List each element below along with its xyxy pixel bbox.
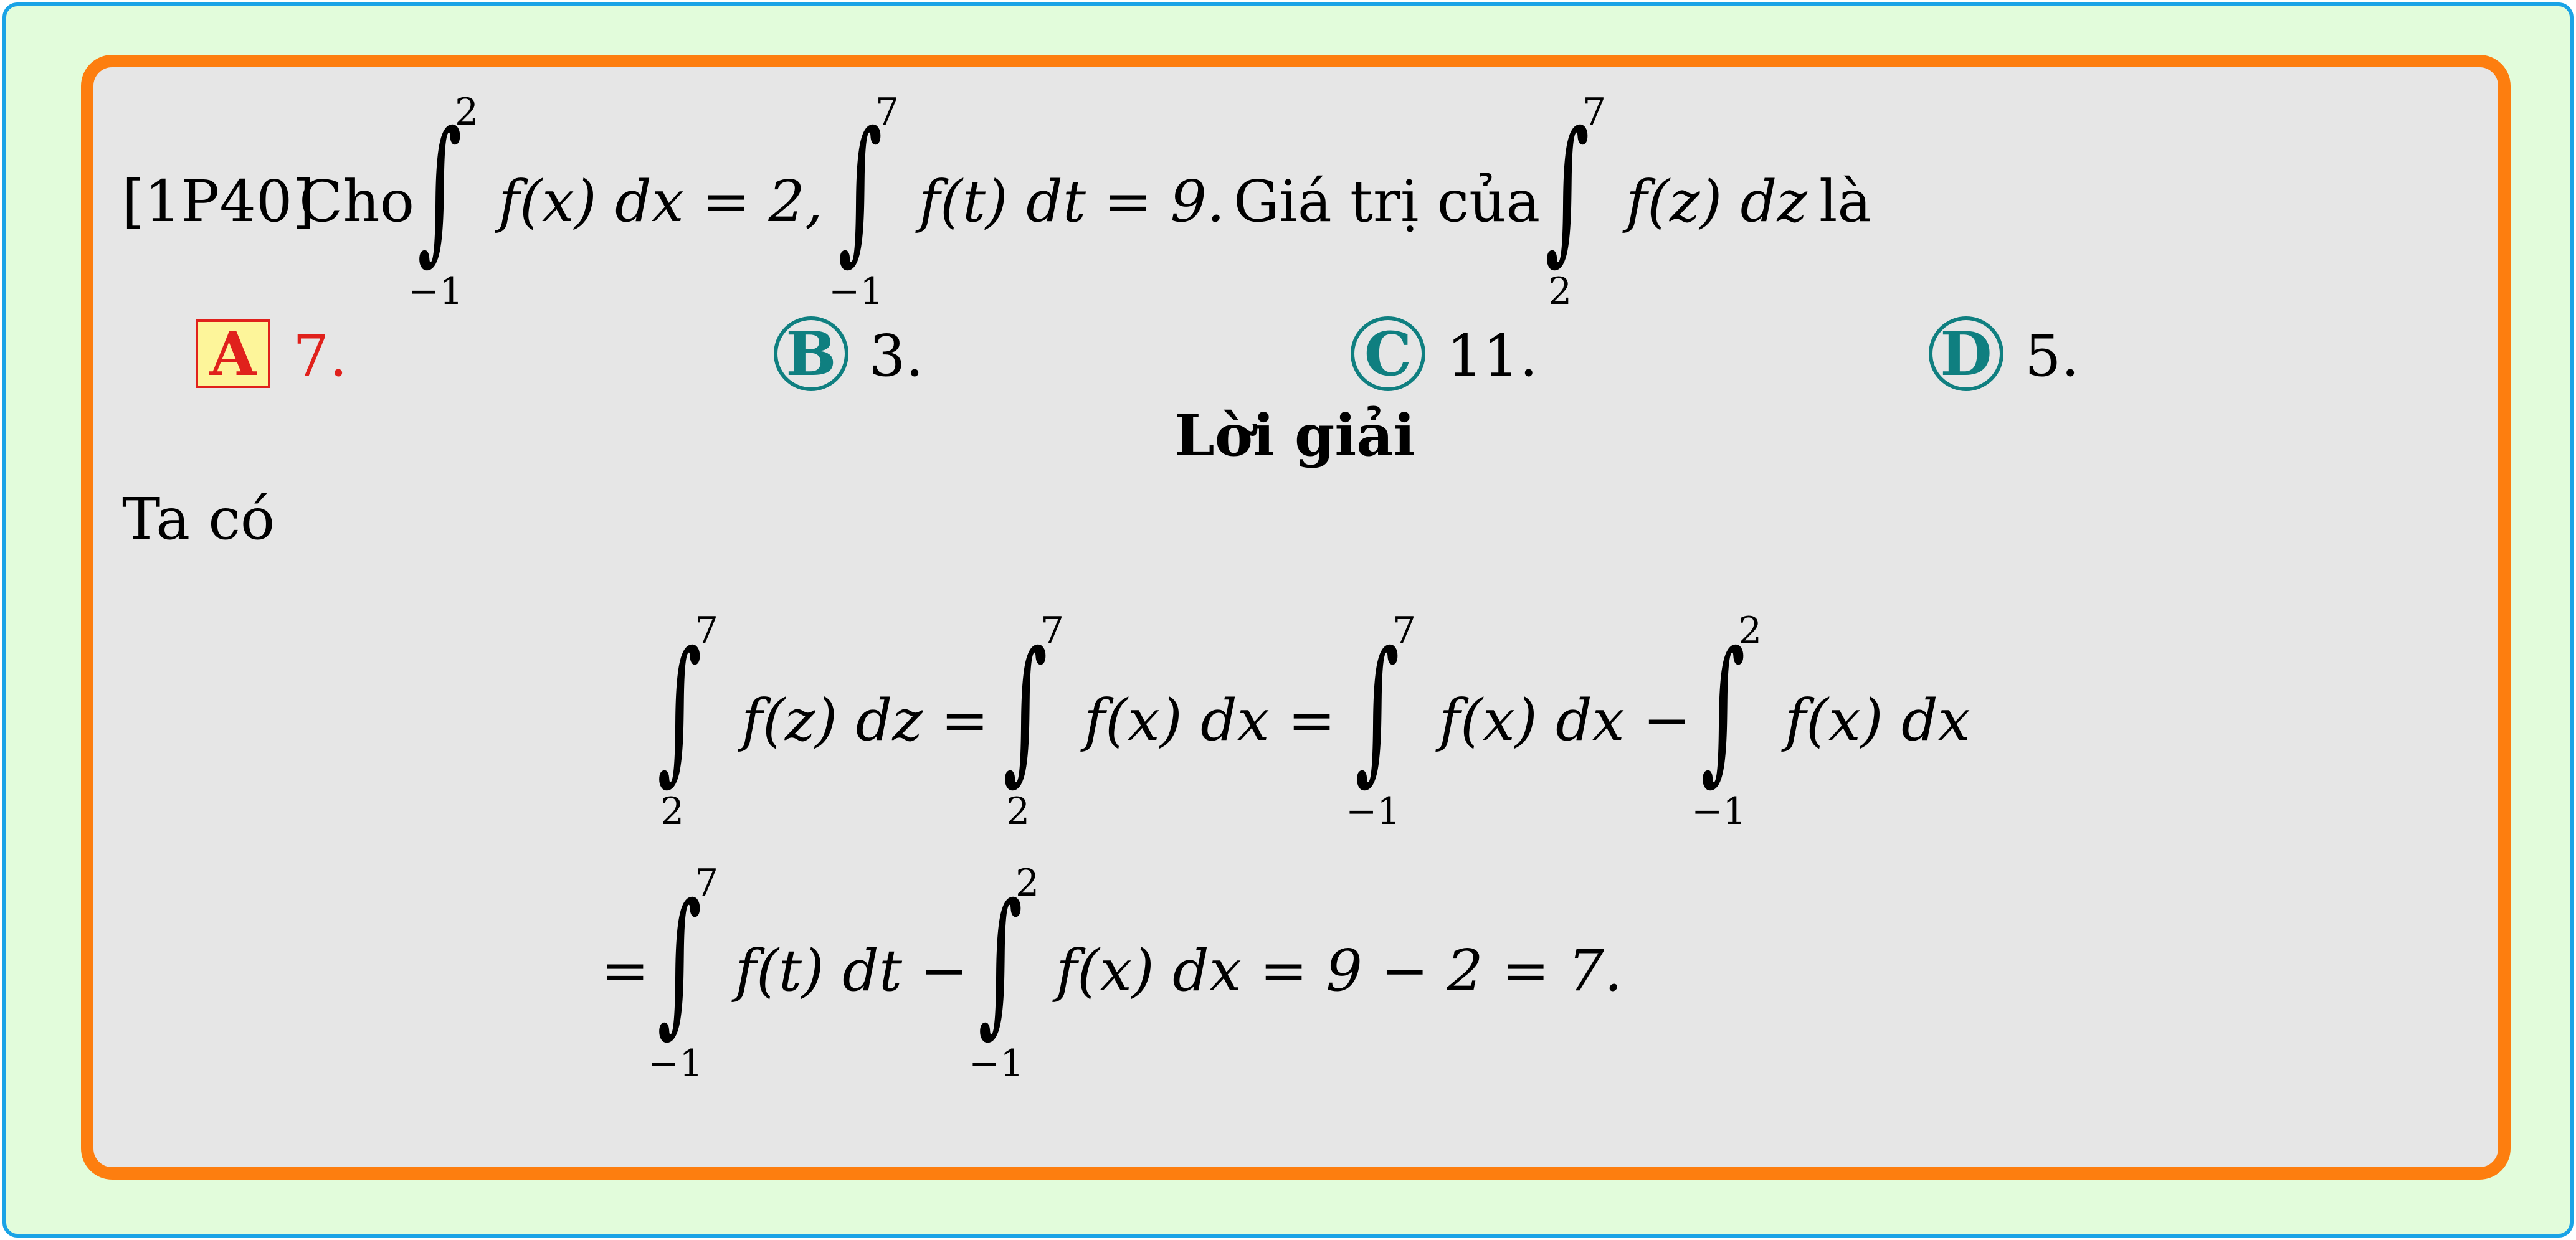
int1-lower: −1 xyxy=(408,270,463,313)
l2-lead: = xyxy=(601,937,650,1004)
int3-expr: f(z) dz xyxy=(1626,168,1807,235)
problem-card xyxy=(81,55,2511,1180)
int2-lower: −1 xyxy=(829,270,884,313)
integral-sign: ∫ xyxy=(657,618,702,799)
l1-t1-lower: 2 xyxy=(660,790,685,833)
int3-upper: 7 xyxy=(1582,90,1607,134)
solution-heading: Lời giải xyxy=(1174,402,1415,469)
l1-t2-upper: 7 xyxy=(1040,609,1065,653)
choice-a-value: 7. xyxy=(293,323,348,389)
integral-sign: ∫ xyxy=(1545,98,1590,279)
l1-t1-upper: 7 xyxy=(695,609,719,653)
l2-t2-upper: 2 xyxy=(1015,861,1040,905)
choice-d-badge[interactable]: D xyxy=(1929,316,2003,391)
l2-t1-lower: −1 xyxy=(648,1042,703,1086)
l1-t3-expr: f(x) dx − xyxy=(1439,687,1691,754)
l2-t2-lower: −1 xyxy=(969,1042,1024,1086)
choice-c-value: 11. xyxy=(1447,323,1538,389)
integral-sign: ∫ xyxy=(1701,618,1746,799)
integral-sign: ∫ xyxy=(978,870,1023,1051)
solution-intro: Ta có xyxy=(122,486,275,552)
int1-expr: f(x) dx = 2, xyxy=(498,168,824,235)
question-lead: Cho xyxy=(299,168,415,235)
l1-t4-upper: 2 xyxy=(1738,609,1762,653)
choice-b-value: 3. xyxy=(869,323,924,389)
int2-expr: f(t) dt = 9. xyxy=(919,168,1225,235)
question-tag: [1P40] xyxy=(122,168,315,235)
l1-t2-expr: f(x) dx = xyxy=(1084,687,1336,754)
l1-t4-lower: −1 xyxy=(1691,790,1747,833)
l2-t2-expr: f(x) dx = 9 − 2 = 7. xyxy=(1056,937,1623,1004)
integral-sign: ∫ xyxy=(838,98,883,279)
l1-t1-expr: f(z) dz = xyxy=(741,687,989,754)
int2-upper: 7 xyxy=(875,90,900,134)
integral-sign: ∫ xyxy=(657,870,702,1051)
l2-t1-upper: 7 xyxy=(695,861,719,905)
l1-t3-upper: 7 xyxy=(1392,609,1417,653)
int3-lower: 2 xyxy=(1548,270,1572,313)
question-mid-text: Giá trị của xyxy=(1233,168,1541,235)
int1-upper: 2 xyxy=(455,90,479,134)
l2-t1-expr: f(t) dt − xyxy=(735,937,969,1004)
choice-b-badge[interactable]: B xyxy=(774,316,848,391)
question-tail: là xyxy=(1819,168,1872,235)
choice-c-badge[interactable]: C xyxy=(1351,316,1425,391)
integral-sign: ∫ xyxy=(1003,618,1048,799)
l1-t2-lower: 2 xyxy=(1006,790,1030,833)
l1-t4-expr: f(x) dx xyxy=(1785,687,1970,754)
integral-sign: ∫ xyxy=(417,98,462,279)
choice-d-value: 5. xyxy=(2025,323,2079,389)
l1-t3-lower: −1 xyxy=(1346,790,1401,833)
integral-sign: ∫ xyxy=(1355,618,1400,799)
choice-a-correct-badge[interactable]: A xyxy=(196,319,270,388)
